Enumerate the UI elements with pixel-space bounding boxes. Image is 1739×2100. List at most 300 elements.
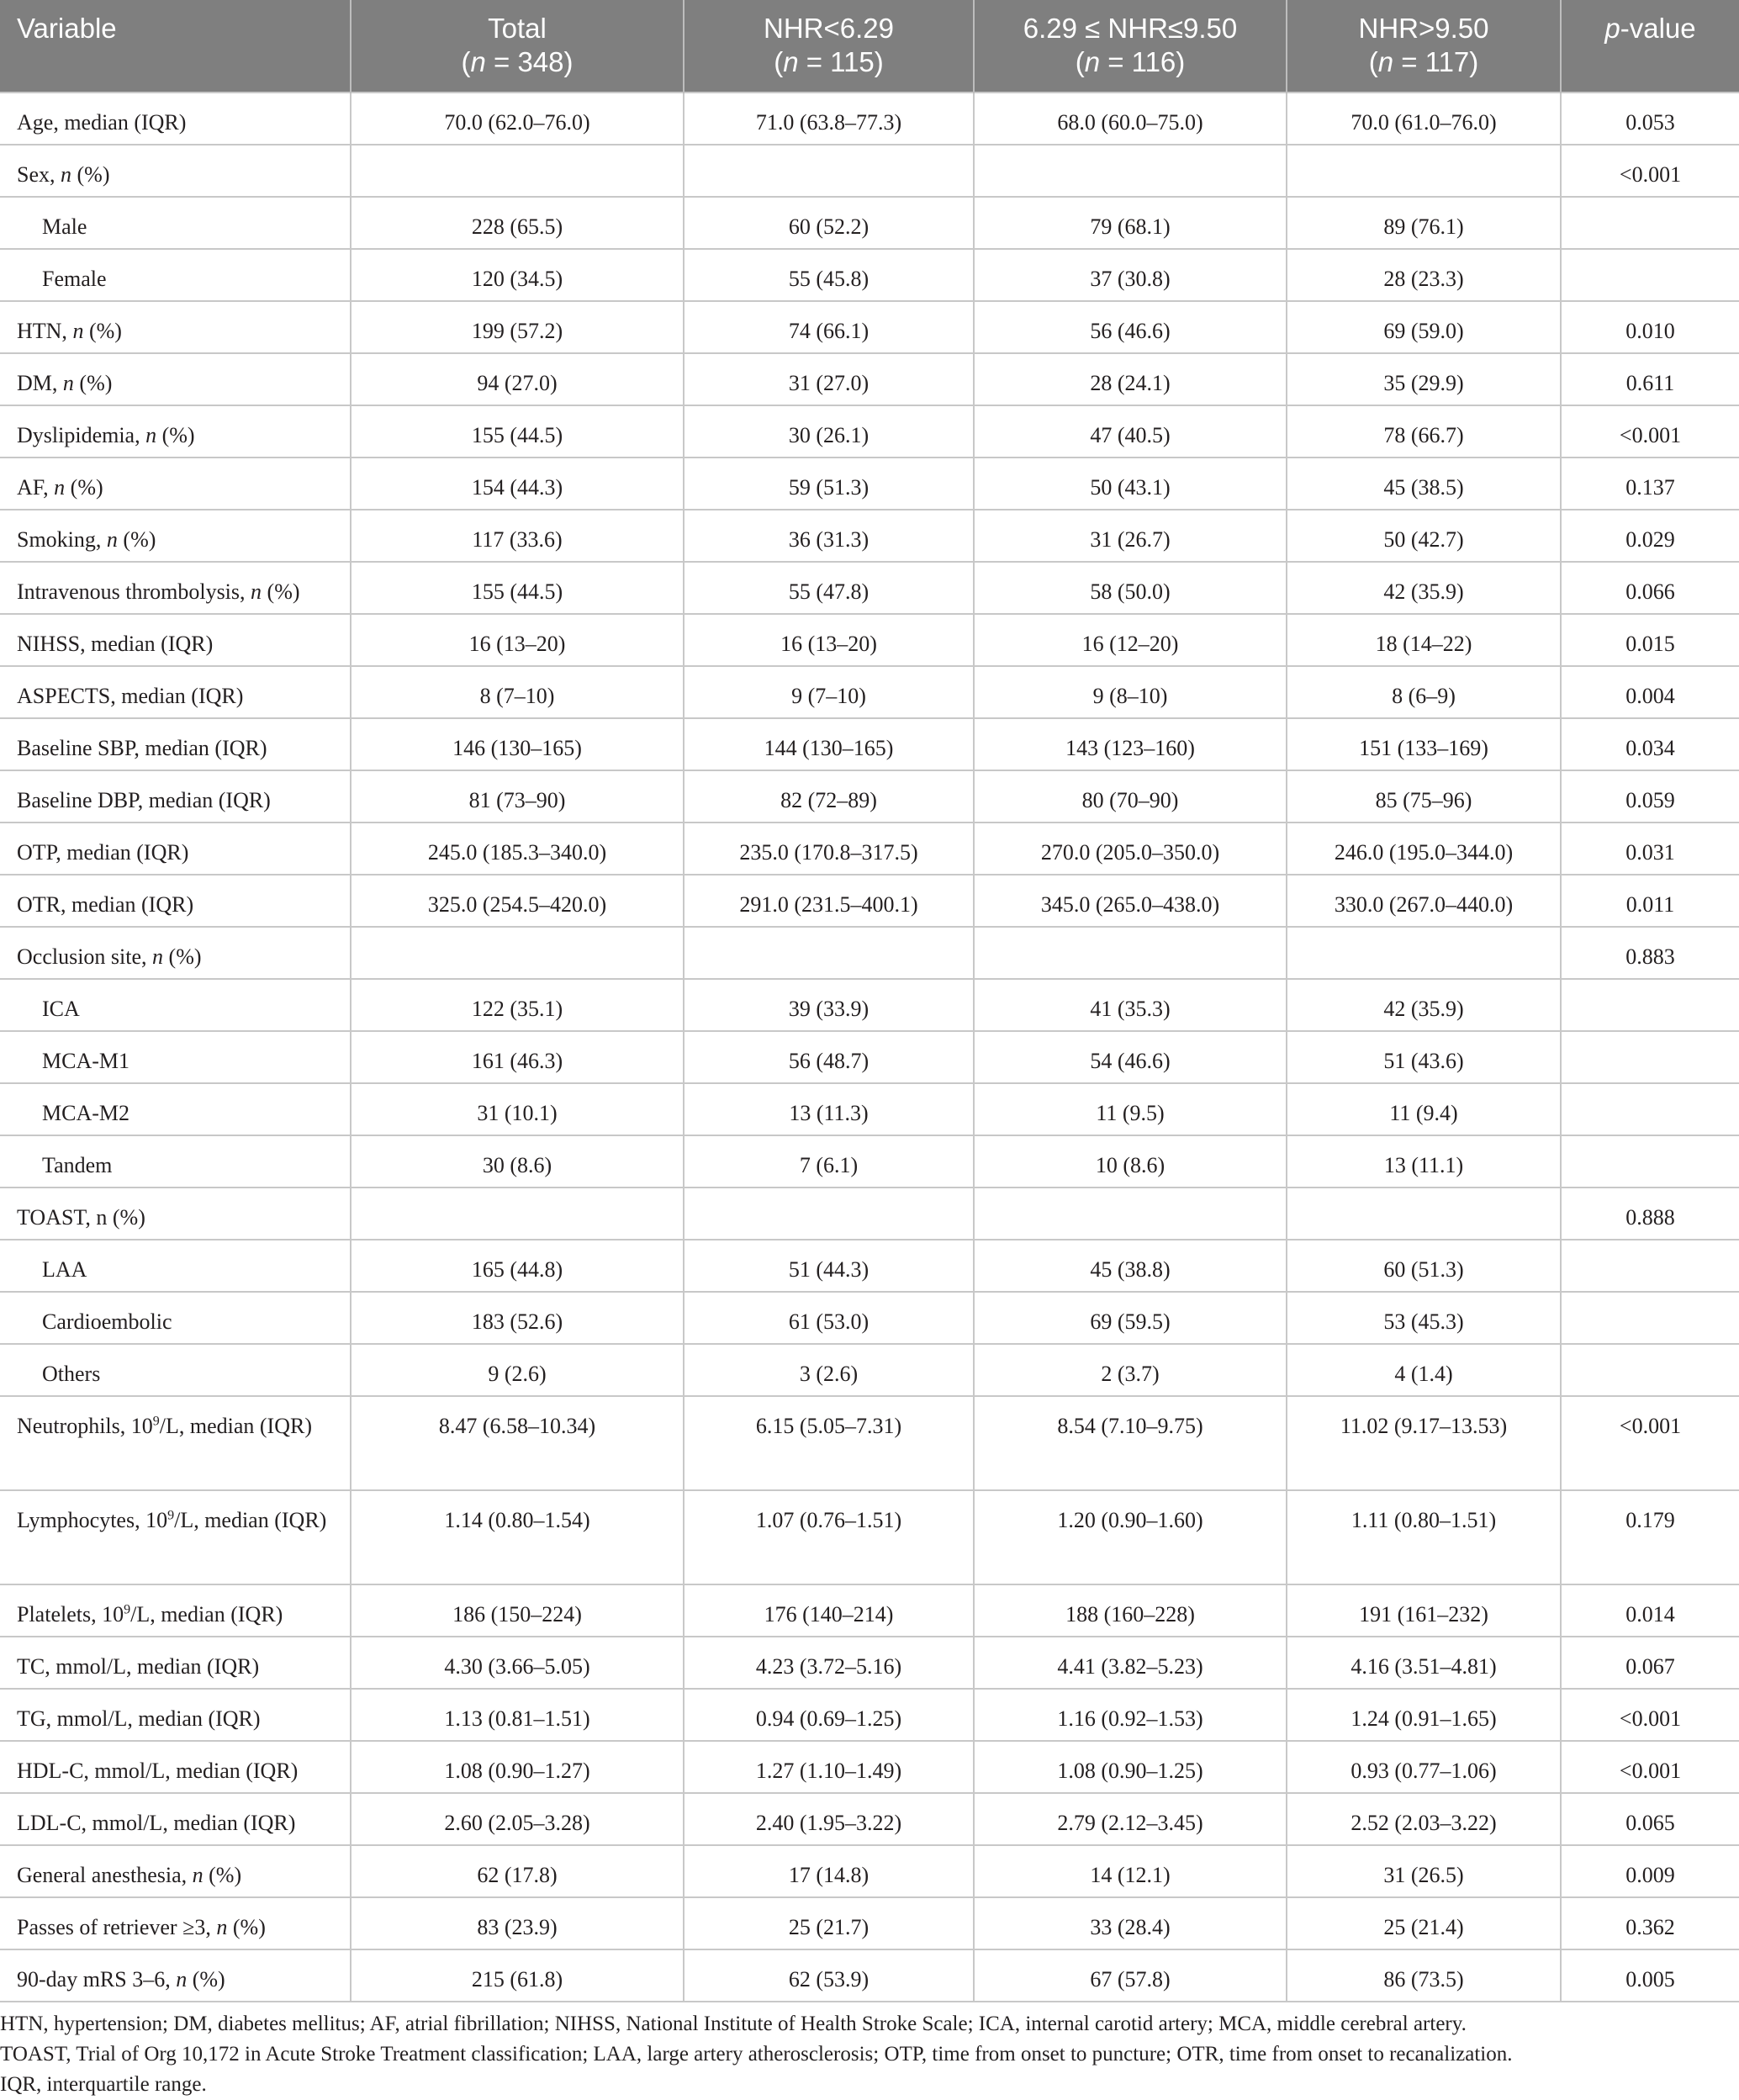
- table-row: [0, 1135, 1739, 1188]
- cell-total: 81 (73–90): [351, 770, 684, 823]
- cell-total: 83 (23.9): [351, 1897, 684, 1949]
- header-nhr-low: [684, 0, 974, 93]
- cell-nhr-mid: 45 (38.8): [974, 1240, 1287, 1292]
- table-row: [0, 1637, 1739, 1689]
- variable-italic-n: n: [251, 579, 262, 604]
- cell-total: [351, 145, 684, 197]
- cell-nhr-high: 4.16 (3.51–4.81): [1287, 1637, 1561, 1689]
- table-row: [0, 510, 1739, 562]
- variable-text-suffix: /L, median (IQR): [174, 1508, 327, 1532]
- cell-nhr-low: 55 (47.8): [684, 562, 974, 614]
- header-nhr-mid-n: n: [1084, 46, 1101, 77]
- cell-nhr-low: 1.27 (1.10–1.49): [684, 1741, 974, 1793]
- cell-nhr-low: 51 (44.3): [684, 1240, 974, 1292]
- cell-variable: OTR, median (IQR): [0, 875, 351, 927]
- cell-nhr-mid: 47 (40.5): [974, 405, 1287, 458]
- table-row: [0, 1949, 1739, 2002]
- cell-nhr-high: 151 (133–169): [1287, 718, 1561, 770]
- cell-nhr-mid: 50 (43.1): [974, 458, 1287, 510]
- cell-nhr-low: [684, 1188, 974, 1240]
- cell-p-value: [1561, 1031, 1739, 1083]
- table-row: [0, 93, 1739, 145]
- table-row: [0, 1188, 1739, 1240]
- cell-p-value: [1561, 1344, 1739, 1396]
- table-row: [0, 1689, 1739, 1741]
- cell-nhr-low: [684, 927, 974, 979]
- variable-text-suffix: (%): [83, 319, 122, 343]
- cell-total: 245.0 (185.3–340.0): [351, 823, 684, 875]
- variable-italic-n: n: [145, 423, 157, 447]
- cell-nhr-mid: 2.79 (2.12–3.45): [974, 1793, 1287, 1845]
- cell-p-value: 0.067: [1561, 1637, 1739, 1689]
- variable-text: HTN,: [17, 319, 73, 343]
- cell-total: [351, 1188, 684, 1240]
- cell-p-value: <0.001: [1561, 145, 1739, 197]
- variable-text: Platelets, 10: [17, 1602, 124, 1627]
- header-nhr-low-label: NHR<6.29: [764, 13, 894, 44]
- variable-italic-n: n: [176, 1967, 188, 1992]
- cell-nhr-mid: 31 (26.7): [974, 510, 1287, 562]
- cell-nhr-high: 2.52 (2.03–3.22): [1287, 1793, 1561, 1845]
- cell-p-value: 0.004: [1561, 666, 1739, 718]
- cell-total: 62 (17.8): [351, 1845, 684, 1897]
- cell-p-value: 0.015: [1561, 614, 1739, 666]
- header-nhr-high-label: NHR>9.50: [1358, 13, 1489, 44]
- cell-p-value: 0.031: [1561, 823, 1739, 875]
- table-row: [0, 145, 1739, 197]
- variable-text: Intravenous thrombolysis,: [17, 579, 251, 604]
- cell-total: 4.30 (3.66–5.05): [351, 1637, 684, 1689]
- cell-nhr-mid: 80 (70–90): [974, 770, 1287, 823]
- cell-nhr-mid: 8.54 (7.10–9.75): [974, 1396, 1287, 1490]
- cell-variable: [0, 1897, 351, 1949]
- cell-variable: [0, 510, 351, 562]
- cell-variable: LAA: [0, 1240, 351, 1292]
- cell-nhr-high: 28 (23.3): [1287, 249, 1561, 301]
- cell-variable: TG, mmol/L, median (IQR): [0, 1689, 351, 1741]
- cell-nhr-high: 42 (35.9): [1287, 979, 1561, 1031]
- cell-p-value: 0.137: [1561, 458, 1739, 510]
- cell-nhr-high: 11.02 (9.17–13.53): [1287, 1396, 1561, 1490]
- cell-total: 16 (13–20): [351, 614, 684, 666]
- cell-total: 183 (52.6): [351, 1292, 684, 1344]
- cell-nhr-mid: [974, 1188, 1287, 1240]
- table-row: [0, 770, 1739, 823]
- cell-variable: ASPECTS, median (IQR): [0, 666, 351, 718]
- cell-nhr-low: 9 (7–10): [684, 666, 974, 718]
- cell-nhr-mid: 1.16 (0.92–1.53): [974, 1689, 1287, 1741]
- cell-total: 325.0 (254.5–420.0): [351, 875, 684, 927]
- cell-total: 31 (10.1): [351, 1083, 684, 1135]
- cell-nhr-high: [1287, 145, 1561, 197]
- cell-variable: Female: [0, 249, 351, 301]
- cell-nhr-high: 246.0 (195.0–344.0): [1287, 823, 1561, 875]
- cell-p-value: <0.001: [1561, 405, 1739, 458]
- cell-nhr-low: 16 (13–20): [684, 614, 974, 666]
- cell-p-value: 0.179: [1561, 1490, 1739, 1584]
- cell-p-value: [1561, 1083, 1739, 1135]
- cell-p-value: [1561, 1292, 1739, 1344]
- header-p-value: [1561, 0, 1739, 93]
- cell-total: 155 (44.5): [351, 562, 684, 614]
- cell-nhr-mid: 9 (8–10): [974, 666, 1287, 718]
- table-footnotes: [0, 2002, 1739, 2100]
- cell-variable: [0, 458, 351, 510]
- variable-text: Smoking,: [17, 527, 107, 552]
- cell-variable: [0, 145, 351, 197]
- cell-nhr-low: 6.15 (5.05–7.31): [684, 1396, 974, 1490]
- cell-nhr-low: [684, 145, 974, 197]
- cell-nhr-high: 31 (26.5): [1287, 1845, 1561, 1897]
- table-row: [0, 353, 1739, 405]
- cell-total: 94 (27.0): [351, 353, 684, 405]
- cell-total: 30 (8.6): [351, 1135, 684, 1188]
- cell-nhr-mid: 56 (46.6): [974, 301, 1287, 353]
- variable-text: AF,: [17, 475, 55, 500]
- cell-variable: Baseline DBP, median (IQR): [0, 770, 351, 823]
- cell-p-value: 0.053: [1561, 93, 1739, 145]
- cell-nhr-mid: 14 (12.1): [974, 1845, 1287, 1897]
- cell-total: 228 (65.5): [351, 197, 684, 249]
- variable-superscript: 9: [152, 1414, 160, 1429]
- cell-total: 70.0 (62.0–76.0): [351, 93, 684, 145]
- table-row: [0, 1897, 1739, 1949]
- cell-nhr-mid: 270.0 (205.0–350.0): [974, 823, 1287, 875]
- table-row: [0, 1031, 1739, 1083]
- cell-variable: [0, 1949, 351, 2002]
- variable-superscript: 9: [167, 1508, 175, 1523]
- cell-nhr-mid: [974, 145, 1287, 197]
- table-row: [0, 1344, 1739, 1396]
- cell-nhr-low: 61 (53.0): [684, 1292, 974, 1344]
- table-row: [0, 458, 1739, 510]
- variable-text-suffix: (%): [73, 371, 113, 395]
- header-nhr-mid: [974, 0, 1287, 93]
- variable-text-suffix: (%): [156, 423, 195, 447]
- table-row: [0, 562, 1739, 614]
- cell-total: 215 (61.8): [351, 1949, 684, 2002]
- cell-total: 1.13 (0.81–1.51): [351, 1689, 684, 1741]
- header-p-italic: p: [1604, 13, 1620, 44]
- table-row: [0, 823, 1739, 875]
- cell-p-value: <0.001: [1561, 1689, 1739, 1741]
- cell-p-value: 0.009: [1561, 1845, 1739, 1897]
- variable-text-suffix: (%): [227, 1915, 266, 1939]
- cell-nhr-low: 60 (52.2): [684, 197, 974, 249]
- cell-p-value: 0.034: [1561, 718, 1739, 770]
- cell-total: 117 (33.6): [351, 510, 684, 562]
- cell-nhr-low: 17 (14.8): [684, 1845, 974, 1897]
- cell-nhr-mid: 37 (30.8): [974, 249, 1287, 301]
- table-row: [0, 979, 1739, 1031]
- variable-text: Neutrophils, 10: [17, 1414, 153, 1438]
- table-row: [0, 301, 1739, 353]
- cell-total: 146 (130–165): [351, 718, 684, 770]
- cell-total: 2.60 (2.05–3.28): [351, 1793, 684, 1845]
- cell-nhr-mid: 41 (35.3): [974, 979, 1287, 1031]
- variable-text: 90-day mRS 3–6,: [17, 1967, 177, 1992]
- cell-variable: [0, 301, 351, 353]
- cell-p-value: [1561, 249, 1739, 301]
- cell-p-value: 0.611: [1561, 353, 1739, 405]
- cell-nhr-low: 291.0 (231.5–400.1): [684, 875, 974, 927]
- cell-variable: [0, 405, 351, 458]
- cell-nhr-mid: 67 (57.8): [974, 1949, 1287, 2002]
- cell-nhr-high: [1287, 927, 1561, 979]
- table-row: [0, 927, 1739, 979]
- cell-variable: Male: [0, 197, 351, 249]
- table-row: [0, 1490, 1739, 1584]
- cell-variable: ICA: [0, 979, 351, 1031]
- cell-variable: [0, 562, 351, 614]
- cell-nhr-mid: 188 (160–228): [974, 1584, 1287, 1637]
- cell-nhr-low: 59 (51.3): [684, 458, 974, 510]
- cell-nhr-mid: 79 (68.1): [974, 197, 1287, 249]
- footnote-line: TOAST, Trial of Org 10,172 in Acute Stroke Treatment classification; LAA, large artery atherosclerosis; OTP, time from onset to puncture; OTR, time from onset to recanalization.: [0, 2043, 1513, 2066]
- header-p-rest: -value: [1620, 13, 1696, 44]
- header-nhr-mid-count-value: = 116): [1100, 46, 1186, 77]
- cell-nhr-high: 78 (66.7): [1287, 405, 1561, 458]
- cell-p-value: [1561, 197, 1739, 249]
- cell-nhr-mid: 16 (12–20): [974, 614, 1287, 666]
- table-row: [0, 1240, 1739, 1292]
- header-nhr-mid-count: (n = 116): [1075, 46, 1186, 77]
- cell-nhr-low: 235.0 (170.8–317.5): [684, 823, 974, 875]
- cell-variable: TOAST, n (%): [0, 1188, 351, 1240]
- cell-nhr-high: 191 (161–232): [1287, 1584, 1561, 1637]
- cell-p-value: 0.029: [1561, 510, 1739, 562]
- cell-nhr-high: 1.11 (0.80–1.51): [1287, 1490, 1561, 1584]
- variable-italic-n: n: [192, 1863, 204, 1887]
- cell-nhr-high: 60 (51.3): [1287, 1240, 1561, 1292]
- cell-p-value: 0.011: [1561, 875, 1739, 927]
- variable-italic-n: n: [216, 1915, 228, 1939]
- cell-nhr-high: 4 (1.4): [1287, 1344, 1561, 1396]
- header-nhr-mid-label: 6.29 ≤ NHR≤9.50: [1023, 13, 1238, 44]
- cell-variable: TC, mmol/L, median (IQR): [0, 1637, 351, 1689]
- cell-total: 199 (57.2): [351, 301, 684, 353]
- table-row: [0, 1793, 1739, 1845]
- cell-nhr-mid: 11 (9.5): [974, 1083, 1287, 1135]
- cell-p-value: 0.883: [1561, 927, 1739, 979]
- cell-nhr-high: 50 (42.7): [1287, 510, 1561, 562]
- cell-nhr-low: 39 (33.9): [684, 979, 974, 1031]
- cell-nhr-low: 7 (6.1): [684, 1135, 974, 1188]
- cell-nhr-mid: 2 (3.7): [974, 1344, 1287, 1396]
- cell-nhr-high: 0.93 (0.77–1.06): [1287, 1741, 1561, 1793]
- header-nhr-high-count-value: = 117): [1393, 46, 1479, 77]
- variable-text: General anesthesia,: [17, 1863, 193, 1887]
- variable-italic-n: n: [72, 319, 84, 343]
- cell-nhr-high: 8 (6–9): [1287, 666, 1561, 718]
- cell-nhr-mid: 1.08 (0.90–1.25): [974, 1741, 1287, 1793]
- cell-nhr-high: 70.0 (61.0–76.0): [1287, 93, 1561, 145]
- cell-nhr-mid: 58 (50.0): [974, 562, 1287, 614]
- cell-nhr-mid: 54 (46.6): [974, 1031, 1287, 1083]
- cell-nhr-low: 1.07 (0.76–1.51): [684, 1490, 974, 1584]
- cell-nhr-high: 1.24 (0.91–1.65): [1287, 1689, 1561, 1741]
- table-row: [0, 1584, 1739, 1637]
- variable-text-suffix: (%): [71, 162, 110, 187]
- header-row: [0, 0, 1739, 93]
- cell-nhr-high: 45 (38.5): [1287, 458, 1561, 510]
- cell-nhr-low: 25 (21.7): [684, 1897, 974, 1949]
- table-row: [0, 405, 1739, 458]
- cell-nhr-high: 86 (73.5): [1287, 1949, 1561, 2002]
- cell-total: 8.47 (6.58–10.34): [351, 1396, 684, 1490]
- header-nhr-high: [1287, 0, 1561, 93]
- cell-nhr-low: 62 (53.9): [684, 1949, 974, 2002]
- header-total-count: (n = 348): [461, 46, 574, 77]
- cell-total: 154 (44.3): [351, 458, 684, 510]
- cell-nhr-mid: 4.41 (3.82–5.23): [974, 1637, 1287, 1689]
- cell-nhr-mid: 345.0 (265.0–438.0): [974, 875, 1287, 927]
- footnote-line: IQR, interquartile range.: [0, 2073, 207, 2096]
- variable-text: Lymphocytes, 10: [17, 1508, 168, 1532]
- cell-nhr-high: 11 (9.4): [1287, 1083, 1561, 1135]
- footnote-line: HTN, hypertension; DM, diabetes mellitus; AF, atrial fibrillation; NIHSS, National Institute of Health Stroke Scale; ICA, internal carotid artery; MCA, middle cerebral artery.: [0, 2013, 1467, 2035]
- variable-text-suffix: (%): [262, 579, 300, 604]
- table-row: [0, 1741, 1739, 1793]
- cell-p-value: 0.059: [1561, 770, 1739, 823]
- cell-nhr-low: 74 (66.1): [684, 301, 974, 353]
- cell-nhr-high: 18 (14–22): [1287, 614, 1561, 666]
- cell-variable: Baseline SBP, median (IQR): [0, 718, 351, 770]
- variable-text-suffix: (%): [163, 944, 202, 969]
- cell-total: 122 (35.1): [351, 979, 684, 1031]
- cell-nhr-high: 25 (21.4): [1287, 1897, 1561, 1949]
- table-row: [0, 1292, 1739, 1344]
- cell-variable: [0, 1845, 351, 1897]
- cell-nhr-mid: 69 (59.5): [974, 1292, 1287, 1344]
- cell-nhr-low: 176 (140–214): [684, 1584, 974, 1637]
- table-row: [0, 875, 1739, 927]
- cell-nhr-low: 36 (31.3): [684, 510, 974, 562]
- cell-nhr-high: 51 (43.6): [1287, 1031, 1561, 1083]
- cell-nhr-high: 85 (75–96): [1287, 770, 1561, 823]
- cell-nhr-high: 330.0 (267.0–440.0): [1287, 875, 1561, 927]
- cell-variable: MCA-M1: [0, 1031, 351, 1083]
- header-total: [351, 0, 684, 93]
- cell-total: 1.08 (0.90–1.27): [351, 1741, 684, 1793]
- cell-variable: [0, 1396, 351, 1490]
- variable-text-suffix: (%): [187, 1967, 225, 1992]
- header-nhr-high-n: n: [1377, 46, 1394, 77]
- cell-total: 165 (44.8): [351, 1240, 684, 1292]
- cell-total: 155 (44.5): [351, 405, 684, 458]
- cell-nhr-low: 4.23 (3.72–5.16): [684, 1637, 974, 1689]
- cell-nhr-high: 42 (35.9): [1287, 562, 1561, 614]
- cell-nhr-low: 3 (2.6): [684, 1344, 974, 1396]
- header-total-count-value: = 348): [485, 46, 574, 77]
- cell-variable: LDL-C, mmol/L, median (IQR): [0, 1793, 351, 1845]
- header-nhr-low-count-value: = 115): [798, 46, 884, 77]
- cell-nhr-low: 2.40 (1.95–3.22): [684, 1793, 974, 1845]
- variable-text-suffix: (%): [117, 527, 156, 552]
- variable-text: Sex,: [17, 162, 61, 187]
- cell-p-value: 0.005: [1561, 1949, 1739, 2002]
- header-nhr-high-count: (n = 117): [1368, 46, 1479, 77]
- cell-p-value: 0.066: [1561, 562, 1739, 614]
- cell-total: [351, 927, 684, 979]
- cell-p-value: 0.065: [1561, 1793, 1739, 1845]
- cell-p-value: 0.014: [1561, 1584, 1739, 1637]
- cell-total: 161 (46.3): [351, 1031, 684, 1083]
- cell-nhr-low: 144 (130–165): [684, 718, 974, 770]
- cell-nhr-high: 35 (29.9): [1287, 353, 1561, 405]
- cell-p-value: 0.362: [1561, 1897, 1739, 1949]
- cell-nhr-mid: 143 (123–160): [974, 718, 1287, 770]
- cell-variable: [0, 1490, 351, 1584]
- variable-text: Passes of retriever ≥3,: [17, 1915, 217, 1939]
- cell-nhr-high: [1287, 1188, 1561, 1240]
- header-total-label: Total: [488, 13, 547, 44]
- cell-p-value: <0.001: [1561, 1741, 1739, 1793]
- variable-italic-n: n: [152, 944, 164, 969]
- variable-text-suffix: (%): [65, 475, 103, 500]
- cell-variable: Others: [0, 1344, 351, 1396]
- cell-total: 120 (34.5): [351, 249, 684, 301]
- cell-total: 1.14 (0.80–1.54): [351, 1490, 684, 1584]
- cell-p-value: 0.010: [1561, 301, 1739, 353]
- header-total-n: n: [470, 46, 486, 77]
- cell-nhr-mid: 10 (8.6): [974, 1135, 1287, 1188]
- table-row: [0, 614, 1739, 666]
- cell-total: 186 (150–224): [351, 1584, 684, 1637]
- cell-p-value: [1561, 1240, 1739, 1292]
- cell-nhr-low: 0.94 (0.69–1.25): [684, 1689, 974, 1741]
- cell-nhr-mid: 1.20 (0.90–1.60): [974, 1490, 1287, 1584]
- variable-text-suffix: /L, median (IQR): [159, 1414, 312, 1438]
- variable-text: DM,: [17, 371, 63, 395]
- cell-nhr-low: 31 (27.0): [684, 353, 974, 405]
- variable-italic-n: n: [61, 162, 71, 187]
- table-row: [0, 249, 1739, 301]
- cell-nhr-low: 30 (26.1): [684, 405, 974, 458]
- header-nhr-low-count: (n = 115): [774, 46, 884, 77]
- cell-variable: [0, 353, 351, 405]
- cell-variable: MCA-M2: [0, 1083, 351, 1135]
- cell-variable: Tandem: [0, 1135, 351, 1188]
- cell-total: 9 (2.6): [351, 1344, 684, 1396]
- cell-variable: [0, 1584, 351, 1637]
- variable-superscript: 9: [124, 1602, 131, 1617]
- variable-text: Dyslipidemia,: [17, 423, 146, 447]
- cell-nhr-high: 53 (45.3): [1287, 1292, 1561, 1344]
- cell-nhr-mid: 68.0 (60.0–75.0): [974, 93, 1287, 145]
- table-row: [0, 1396, 1739, 1490]
- cell-p-value: [1561, 1135, 1739, 1188]
- cell-p-value: 0.888: [1561, 1188, 1739, 1240]
- cell-nhr-low: 82 (72–89): [684, 770, 974, 823]
- table-row: [0, 718, 1739, 770]
- table-row: [0, 666, 1739, 718]
- variable-text-suffix: (%): [203, 1863, 242, 1887]
- cell-p-value: [1561, 979, 1739, 1031]
- table-row: [0, 197, 1739, 249]
- header-variable: Variable: [17, 13, 117, 44]
- cell-nhr-mid: 28 (24.1): [974, 353, 1287, 405]
- cell-variable: OTP, median (IQR): [0, 823, 351, 875]
- cell-variable: NIHSS, median (IQR): [0, 614, 351, 666]
- cell-nhr-low: 13 (11.3): [684, 1083, 974, 1135]
- table-row: [0, 1845, 1739, 1897]
- cell-nhr-mid: 33 (28.4): [974, 1897, 1287, 1949]
- cell-variable: Cardioembolic: [0, 1292, 351, 1344]
- cell-nhr-low: 71.0 (63.8–77.3): [684, 93, 974, 145]
- variable-text: Occlusion site,: [17, 944, 153, 969]
- cell-nhr-low: 56 (48.7): [684, 1031, 974, 1083]
